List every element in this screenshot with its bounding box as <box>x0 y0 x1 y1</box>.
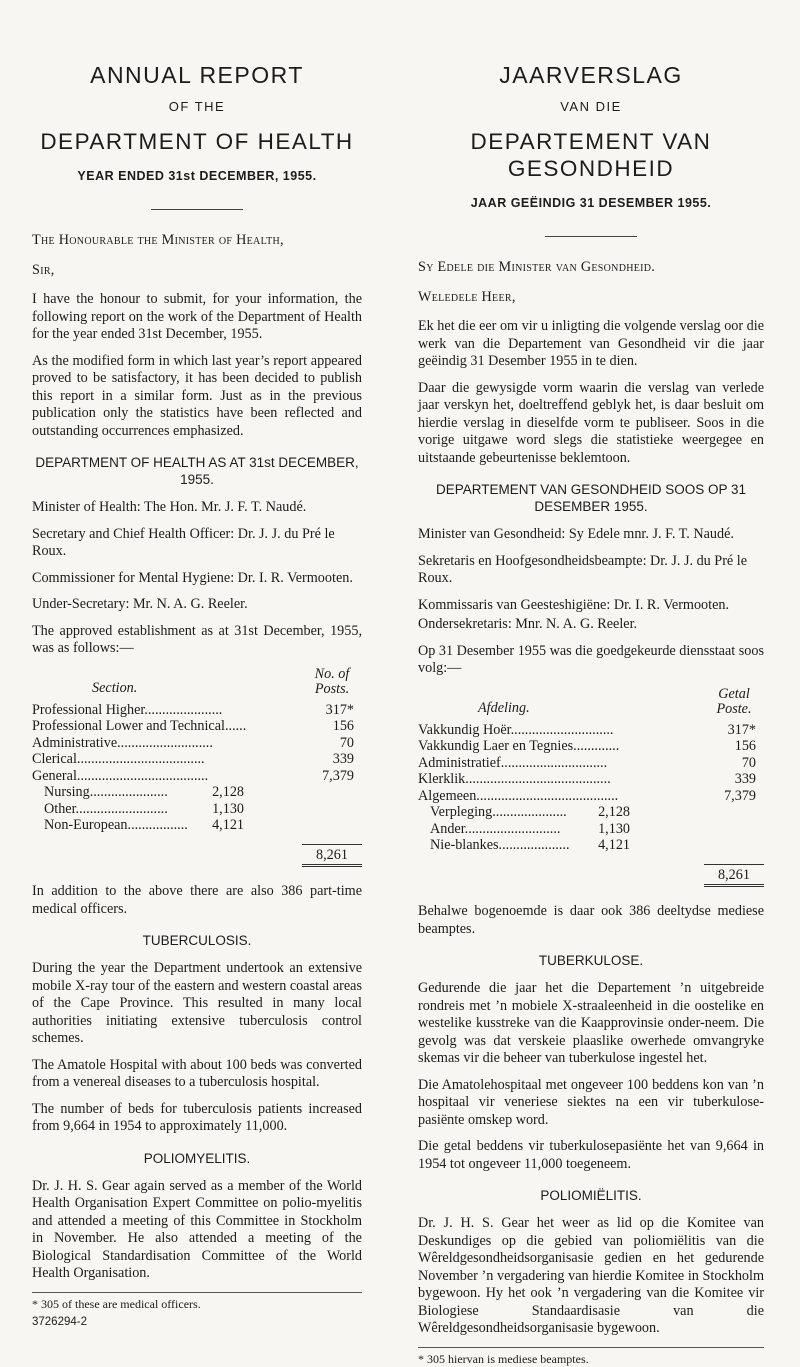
tuberculosis-paragraph-1: During the year the Department undertook an extensive mobile X-ray tour of the eastern and western coastal areas of the Cape Province. This resulted in many local authorities initiating extensive tuberculosis control schemes. <box>32 960 362 1046</box>
row-label: Administrative........................... <box>32 734 213 751</box>
subrow-value: 4,121 <box>212 817 244 833</box>
section-heading-establishment: DEPARTMENT OF HEALTH AS AT 31st DECEMBER, 1955. <box>35 455 359 487</box>
tuberculosis-heading: TUBERKULOSE. <box>538 953 644 968</box>
column-header-posts: Getal Poste. <box>716 685 752 717</box>
salutation-addressee: The Honourable the Minister of Health, <box>32 232 284 248</box>
row-value: 317* <box>325 701 354 718</box>
poliomyelitis-heading: POLIOMIËLITIS. <box>540 1188 642 1203</box>
subrow-value: 1,130 <box>212 800 244 817</box>
row-label: Administratief.............................. <box>418 754 608 771</box>
table-subrow <box>32 784 244 801</box>
subrow-label: Nie-blankes.................... <box>430 837 570 853</box>
row-value: 7,379 <box>724 787 756 804</box>
row-label: Vakkundig Hoër............................. <box>418 721 614 738</box>
table-row <box>418 722 764 739</box>
row-label: Clerical.................................... <box>32 751 205 767</box>
intro-paragraph: Ek het die eer om vir u inligting die volgende verslag oor die werk van die Departement van Gesondheid vir die jaar geëindig 31 Desember 1955 in te dien. <box>418 318 764 369</box>
subrow-value: 1,130 <box>598 820 630 837</box>
column-header-section: Afdeling. <box>478 700 530 716</box>
row-label: Professional Higher...................... <box>32 701 223 718</box>
tuberculosis-paragraph-2: Die Amatolehospitaal met ongeveer 100 beddens kon van ’n hospitaal vir veneriese siektes na een vir tuberkulose-pasiënte omskep word. <box>418 1076 764 1128</box>
tuberculosis-heading: TUBERCULOSIS. <box>142 933 252 948</box>
divider <box>151 209 243 210</box>
afrikaans-column <box>418 0 764 1367</box>
table-row <box>418 755 764 772</box>
tuberculosis-paragraph-2: The Amatole Hospital with about 100 beds was converted from a venereal diseases to a tuberculosis hospital. <box>32 1056 362 1090</box>
footnote-rule <box>32 1292 362 1293</box>
table-subrow <box>418 821 630 838</box>
subrow-value: 2,128 <box>212 784 244 800</box>
footnote-rule <box>418 1347 764 1348</box>
establishment-intro: The approved establishment as at 31st December, 1955, was as follows:— <box>32 622 362 656</box>
subrow-label: Ander........................... <box>430 820 561 837</box>
row-value: 70 <box>339 734 354 751</box>
table-total <box>418 864 764 888</box>
commissioner-line: Kommissaris van Geesteshigiëne: Dr. I. R. Vermooten. <box>418 596 730 613</box>
subrow-value: 2,128 <box>598 804 630 820</box>
column-header-posts: No. of Posts. <box>314 665 350 697</box>
table-row <box>32 751 362 768</box>
total-value: 8,261 <box>302 844 362 868</box>
subrow-label: Other.......................... <box>44 800 168 817</box>
under-secretary-line: Ondersekretaris: Mnr. N. A. G. Reeler. <box>418 616 638 632</box>
report-of-the: VAN DIE <box>560 99 622 114</box>
tuberculosis-paragraph-3: The number of beds for tuberculosis patients increased from 9,664 in 1954 to approximately 11,000. <box>32 1100 362 1134</box>
establishment-table <box>418 687 764 888</box>
table-total <box>32 844 362 868</box>
intro-paragraph: I have the honour to submit, for your information, the following report on the work of the Department of Health for the year ended 31st December, 1955. <box>32 291 362 342</box>
print-code: 3726294-2 <box>32 1315 87 1328</box>
tuberculosis-paragraph-1: Gedurende die jaar het die Departement ’n uitgebreide rondreis met ’n mobiele X-straaleenheid in die oostelike en westelike kusstreke van die Kaapprovinsie onder-neem. Die gevolg was dat verskeie plaaslike owerhede omvangryke skemas vir die beheer van tuberkulose ingestel het. <box>418 980 764 1066</box>
table-header <box>418 687 764 717</box>
subrow-label: Nursing...................... <box>44 784 168 800</box>
table-row <box>32 735 362 752</box>
tuberculosis-paragraph-3: Die getal beddens vir tuberkulosepasiënte het van 9,664 in 1954 tot ongeveer 11,000 toegeneem. <box>418 1138 764 1172</box>
form-paragraph: As the modified form in which last year’s report appeared proved to be satisfactory, it has been decided to publish this report in a similar form. Just as in the previous publication only the statistics have been reflected and outstanding occurrences emphasized. <box>32 352 362 439</box>
part-time-paragraph: Behalwe bogenoemde is daar ook 386 deeltydse mediese beamptes. <box>418 903 764 937</box>
salutation-greeting: Weledele Heer, <box>418 288 516 305</box>
footnote: * 305 of these are medical officers. <box>32 1296 201 1311</box>
footnote: * 305 hiervan is mediese beamptes. <box>418 1351 589 1366</box>
poliomyelitis-heading: POLIOMYELITIS. <box>143 1150 251 1166</box>
subrow-value: 4,121 <box>598 837 630 853</box>
row-label: General..................................... <box>32 767 209 784</box>
poliomyelitis-paragraph: Dr. J. H. S. Gear het weer as lid op die Komitee van Deskundiges op die gebied van poliomiëlitis van die Wêreldgesondheidsorganisasie gedien en het gedurende November ’n vergadering van hierdie Komitee in Stockholm bygewoon. Hy het ook ’n vergadering van die Komitee vir Biologiese Standaardisasie van die Wêreldgesondheidsorganisasie bygewoon. <box>418 1215 764 1336</box>
row-value: 156 <box>734 738 756 754</box>
subrow-label: Verpleging..................... <box>430 804 567 820</box>
establishment-table <box>32 667 362 868</box>
secretary-line: Secretary and Chief Health Officer: Dr. J. J. du Pré le Roux. <box>32 525 335 559</box>
row-value: 7,379 <box>322 767 354 784</box>
section-heading-establishment: DEPARTEMENT VAN GESONDHEID SOOS OP 31 DESEMBER 1955. <box>435 482 747 514</box>
under-secretary-line: Under-Secretary: Mr. N. A. G. Reeler. <box>32 596 248 612</box>
row-label: Professional Lower and Technical...... <box>32 718 247 734</box>
form-paragraph: Daar die gewysigde vorm waarin die verslag van verlede jaar verskyn het, doeltreffend geblyk het, is daar besluit om hierdie verslag in dieselfde vorm te publiseer. Soos in die vorige uitgawe word slegs die statistieke weergegee en uitstaande gebeurtenisse beklemtoon. <box>418 379 764 466</box>
row-value: 70 <box>741 754 756 771</box>
table-subrow <box>32 817 244 834</box>
table-subrow <box>418 804 630 821</box>
report-title: ANNUAL REPORT <box>90 62 304 88</box>
salutation-greeting: Sir, <box>32 261 55 278</box>
department-title: DEPARTEMENT VAN GESONDHEID <box>470 129 712 181</box>
establishment-intro: Op 31 Desember 1955 was die goedgekeurde diensstaat soos volg:— <box>418 642 764 676</box>
row-value: 339 <box>734 771 756 787</box>
divider <box>545 236 637 237</box>
row-label: Vakkundig Laer en Tegnies............. <box>418 738 620 754</box>
department-title: DEPARTMENT OF HEALTH <box>40 129 354 154</box>
poliomyelitis-paragraph: Dr. J. H. S. Gear again served as a member of the World Health Organisation Expert Committee on polio-myelitis and attended a meeting of this Committee in Stockholm in November. He also attended a meeting of the Biological Standardisation Committee of the World Health Organisation. <box>32 1177 362 1281</box>
year-ended: YEAR ENDED 31st DECEMBER, 1955. <box>77 169 317 183</box>
table-row <box>32 718 362 735</box>
english-column <box>32 0 362 1328</box>
row-label: Algemeen........................................ <box>418 787 619 804</box>
part-time-paragraph: In addition to the above there are also 386 part-time medical officers. <box>32 883 362 917</box>
table-header <box>32 667 362 697</box>
year-ended: JAAR GEËINDIG 31 DESEMBER 1955. <box>470 196 712 210</box>
table-subrow <box>418 837 630 854</box>
column-header-section: Section. <box>92 680 138 696</box>
table-row <box>418 788 764 805</box>
row-value: 339 <box>332 751 354 767</box>
table-subrow <box>32 801 244 818</box>
report-of-the: OF THE <box>168 99 226 114</box>
minister-line: Minister van Gesondheid: Sy Edele mnr. J. F. T. Naudé. <box>418 526 734 542</box>
table-row <box>32 702 362 719</box>
total-value: 8,261 <box>704 864 764 888</box>
report-title: JAARVERSLAG <box>499 62 683 88</box>
table-row <box>32 768 362 785</box>
row-value: 156 <box>332 718 354 734</box>
minister-line: Minister of Health: The Hon. Mr. J. F. T. Naudé. <box>32 499 307 515</box>
commissioner-line: Commissioner for Mental Hygiene: Dr. I. R. Vermooten. <box>32 569 353 586</box>
table-row <box>418 738 764 755</box>
row-value: 317* <box>727 721 756 738</box>
row-label: Klerklik......................................... <box>418 771 611 787</box>
salutation-addressee: Sy Edele die Minister van Gesondheid. <box>418 259 656 275</box>
secretary-line: Sekretaris en Hoofgesondheidsbeampte: Dr. J. J. du Pré le Roux. <box>418 552 747 586</box>
subrow-label: Non-European................. <box>44 817 188 833</box>
table-row <box>418 771 764 788</box>
